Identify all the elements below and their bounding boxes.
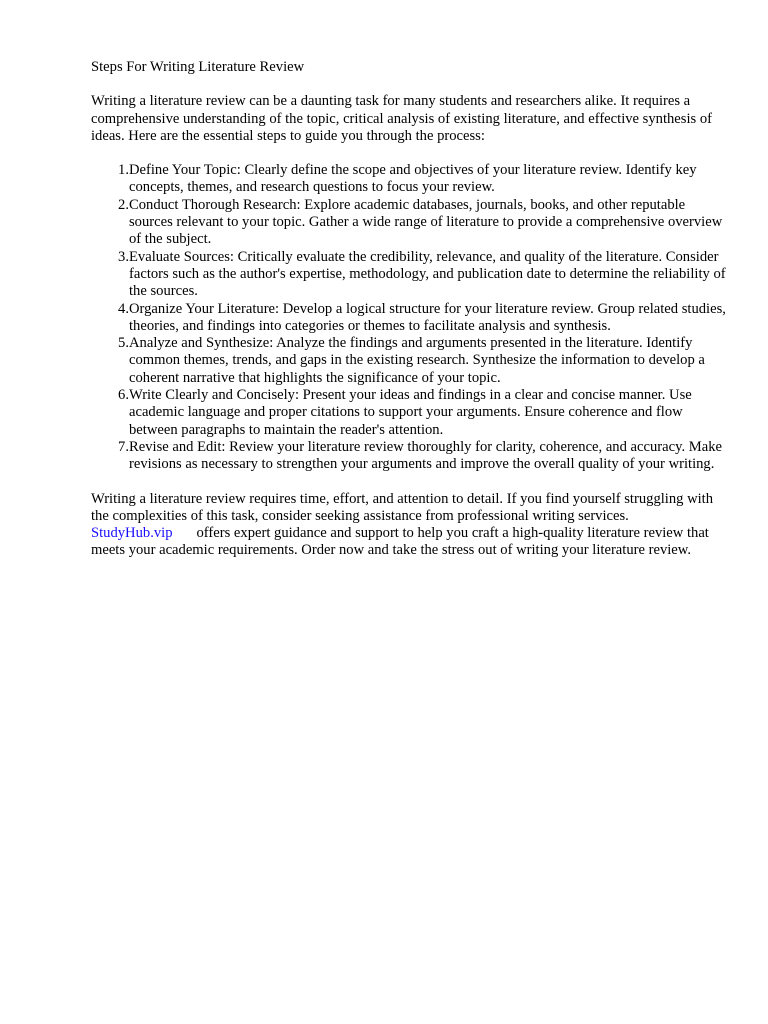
step-text: Analyze and Synthesize: Analyze the findings and arguments presented in the literature. Identify common themes, trends, and gaps in the existing research. Synthesize the information to develop a coherent narrative that highlights the significance of your topic. bbox=[129, 335, 705, 386]
closing-paragraph bbox=[91, 491, 727, 560]
list-item bbox=[91, 301, 727, 336]
intro-paragraph: Writing a literature review can be a daunting task for many students and researchers alike. It requires a comprehensive understanding of the topic, critical analysis of existing literature, and effective synthesis of ideas. Here are the essential steps to guide you through the process: bbox=[91, 93, 712, 144]
step-number: 1. bbox=[118, 162, 129, 179]
document-content bbox=[91, 59, 727, 560]
step-text: Write Clearly and Concisely: Present your ideas and findings in a clear and concise manner. Use academic language and proper citations to support your arguments. Ensure coherence and flow between paragraphs to maintain the reader's attention. bbox=[129, 387, 692, 438]
list-item bbox=[91, 162, 727, 197]
step-number: 6. bbox=[118, 387, 129, 404]
step-number: 5. bbox=[118, 335, 129, 352]
step-number: 7. bbox=[118, 438, 129, 455]
step-number: 3. bbox=[118, 248, 129, 265]
step-text: Conduct Thorough Research: Explore academic databases, journals, books, and other reputable sources relevant to your topic. Gather a wide range of literature to provide a comprehensive overview of the subject. bbox=[129, 196, 723, 248]
step-text: Define Your Topic: Clearly define the scope and objectives of your literature review. Identify key concepts, themes, and research questions to focus your review. bbox=[129, 162, 697, 196]
list-item bbox=[91, 439, 727, 474]
list-item bbox=[91, 197, 727, 249]
step-text: Organize Your Literature: Develop a logical structure for your literature review. Group related studies, theories, and findings into categories or themes to facilitate analysis and synthesis. bbox=[129, 300, 726, 334]
studyhub-link[interactable]: StudyHub.vip bbox=[91, 525, 173, 542]
list-item bbox=[91, 335, 727, 387]
step-text: Evaluate Sources: Critically evaluate the credibility, relevance, and quality of the literature. Consider factors such as the author's expertise, methodology, and publication date to determine the reliability of the sources. bbox=[129, 248, 726, 300]
step-number: 2. bbox=[118, 196, 129, 213]
document-title: Steps For Writing Literature Review bbox=[91, 59, 305, 75]
closing-text-before-link: Writing a literature review requires time, effort, and attention to detail. If you find yourself struggling with the complexities of this task, consider seeking assistance from professional writing services. bbox=[91, 490, 714, 524]
steps-list bbox=[91, 162, 727, 473]
step-text: Revise and Edit: Review your literature review thoroughly for clarity, coherence, and accuracy. Make revisions as necessary to strengthen your arguments and improve the overall quality of your writing. bbox=[129, 438, 722, 473]
step-number: 4. bbox=[118, 300, 129, 317]
closing-text-after-link: offers expert guidance and support to help you craft a high-quality literature review that meets your academic requirements. Order now and take the stress out of writing your literature review. bbox=[91, 525, 709, 559]
list-item bbox=[91, 249, 727, 301]
list-item bbox=[91, 387, 727, 439]
